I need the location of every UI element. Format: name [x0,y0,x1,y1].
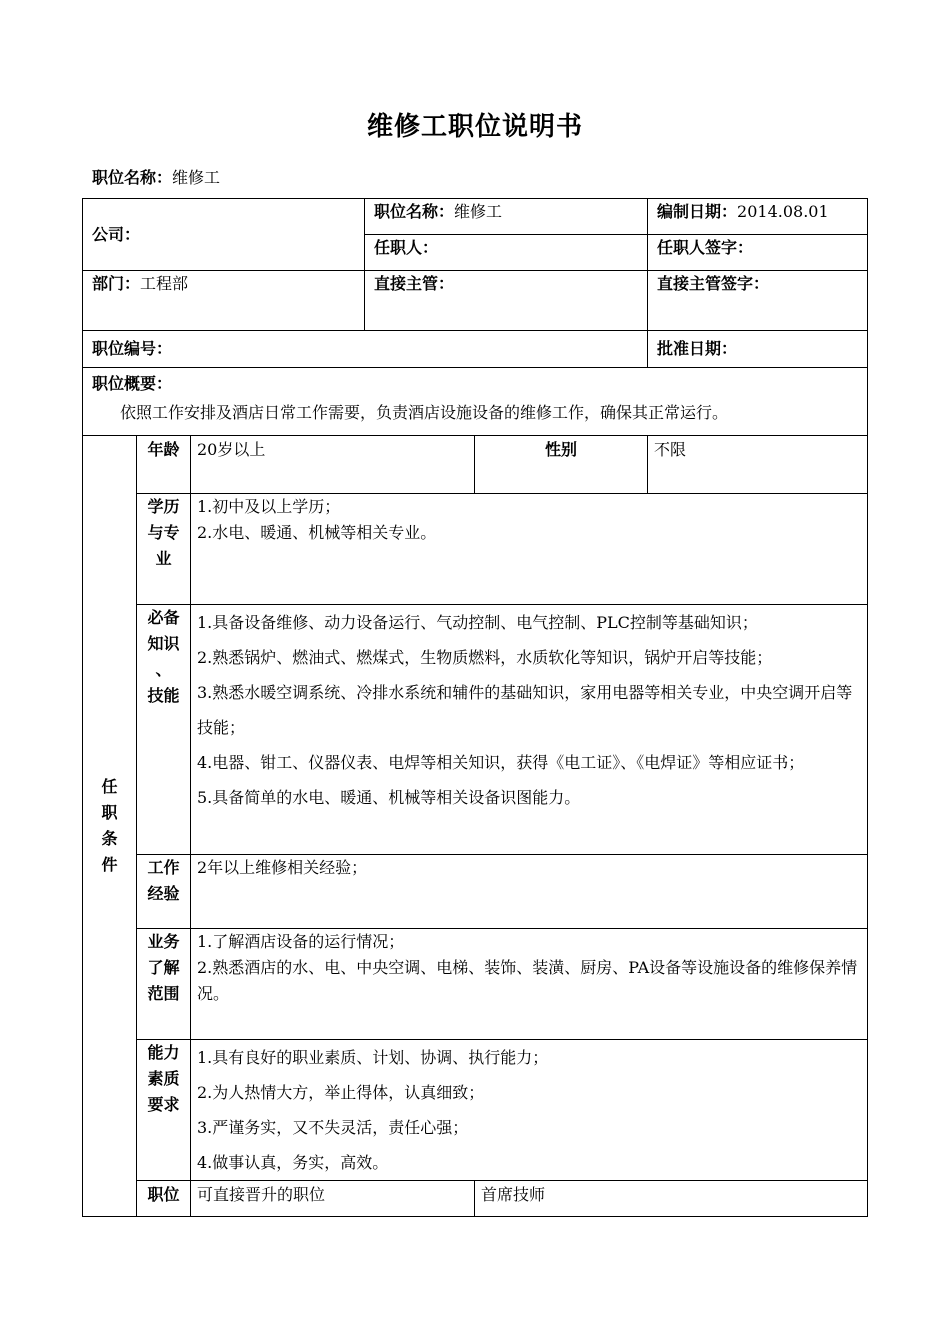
approve-cell [648,331,868,368]
list-item: 1.初中及以上学历； [197,497,341,516]
list-item: 2.熟悉锅炉、燃油式、燃煤式，生物质燃料，水质软化等知识，锅炉开启等技能； [197,648,773,667]
list-item: 4.做事认真，务实，高效。 [197,1153,389,1172]
date-cell [648,199,868,235]
position-cell [365,199,648,235]
dept-value: 工程部 [140,274,189,293]
gender-label: 性别 [475,436,648,494]
supervisor-sign-label: 直接主管签字： [657,274,770,293]
requirements-label-char: 件 [101,855,118,874]
dept-cell [83,271,365,331]
code-cell [83,331,648,368]
supervisor-label: 直接主管： [374,274,455,293]
ability-content [191,1040,868,1181]
list-item: 2.熟悉酒店的水、电、中央空调、电梯、装饰、装潢、厨房、PA设备等设施设备的维修保养情况。 [197,958,858,1003]
list-item: 5.具备简单的水电、暖通、机械等相关设备识图能力。 [197,788,581,807]
requirements-label-char: 条 [101,829,118,848]
education-label: 学历 与专 业 [137,494,191,605]
requirements-label [83,436,137,1217]
company-label: 公司： [92,224,141,244]
requirements-label-char: 职 [101,803,118,822]
position-line-label: 职位名称： [92,168,173,187]
promotion-value: 首席技师 [475,1181,868,1217]
supervisor-cell [365,271,648,331]
summary-text: 依照工作安排及酒店日常工作需要，负责酒店设施设备的维修工作，确保其正常运行。 [120,403,729,422]
knowledge-content [191,605,868,855]
education-content [191,494,868,605]
ability-label: 能力 素质 要求 [137,1040,191,1181]
list-item: 2.水电、暖通、机械等相关专业。 [197,523,437,542]
age-label: 年龄 [137,436,191,494]
experience-label: 工作 经验 [137,855,191,929]
summary-label: 职位概要： [92,374,173,393]
holder-sign-cell [648,235,868,271]
position-value: 维修工 [454,202,503,221]
list-item: 1.具备设备维修、动力设备运行、气动控制、电气控制、PLC控制等基础知识； [197,613,758,632]
list-item: 3.熟悉水暖空调系统、冷排水系统和辅件的基础知识，家用电器等相关专业，中央空调开启等技能； [197,683,853,737]
list-item: 2.为人热情大方，举止得体，认真细致； [197,1083,485,1102]
promotion-label: 职位 [137,1181,191,1217]
list-item: 1.了解酒店设备的运行情况； [197,932,405,951]
job-description-table [82,198,868,1217]
code-label: 职位编号： [92,339,173,358]
supervisor-sign-cell [648,271,868,331]
knowledge-label: 必备 知识 、 技能 [137,605,191,855]
business-content [191,929,868,1040]
position-line [92,165,220,188]
date-value: 2014.08.01 [737,202,829,221]
approve-label: 批准日期： [657,339,738,358]
dept-label: 部门： [92,274,141,293]
position-label: 职位名称： [374,202,455,221]
list-item: 2年以上维修相关经验； [197,858,368,877]
date-label: 编制日期： [657,202,738,221]
experience-content [191,855,868,929]
page-title: 维修工职位说明书 [366,112,583,142]
company-cell [83,199,365,271]
business-label: 业务 了解 范围 [137,929,191,1040]
holder-label: 任职人： [374,238,439,257]
holder-cell [365,235,648,271]
age-value: 20岁以上 [191,436,475,494]
gender-value: 不限 [648,436,868,494]
list-item: 3.严谨务实，又不失灵活，责任心强； [197,1118,469,1137]
summary-cell [83,368,868,436]
requirements-label-char: 任 [101,777,118,796]
position-line-value: 维修工 [172,168,221,187]
list-item: 1.具有良好的职业素质、计划、协调、执行能力； [197,1048,549,1067]
holder-sign-label: 任职人签字： [657,238,754,257]
list-item: 4.电器、钳工、仪器仪表、电焊等相关知识，获得《电工证》、《电焊证》等相应证书； [197,753,805,772]
promotion-text: 可直接晋升的职位 [191,1181,475,1217]
